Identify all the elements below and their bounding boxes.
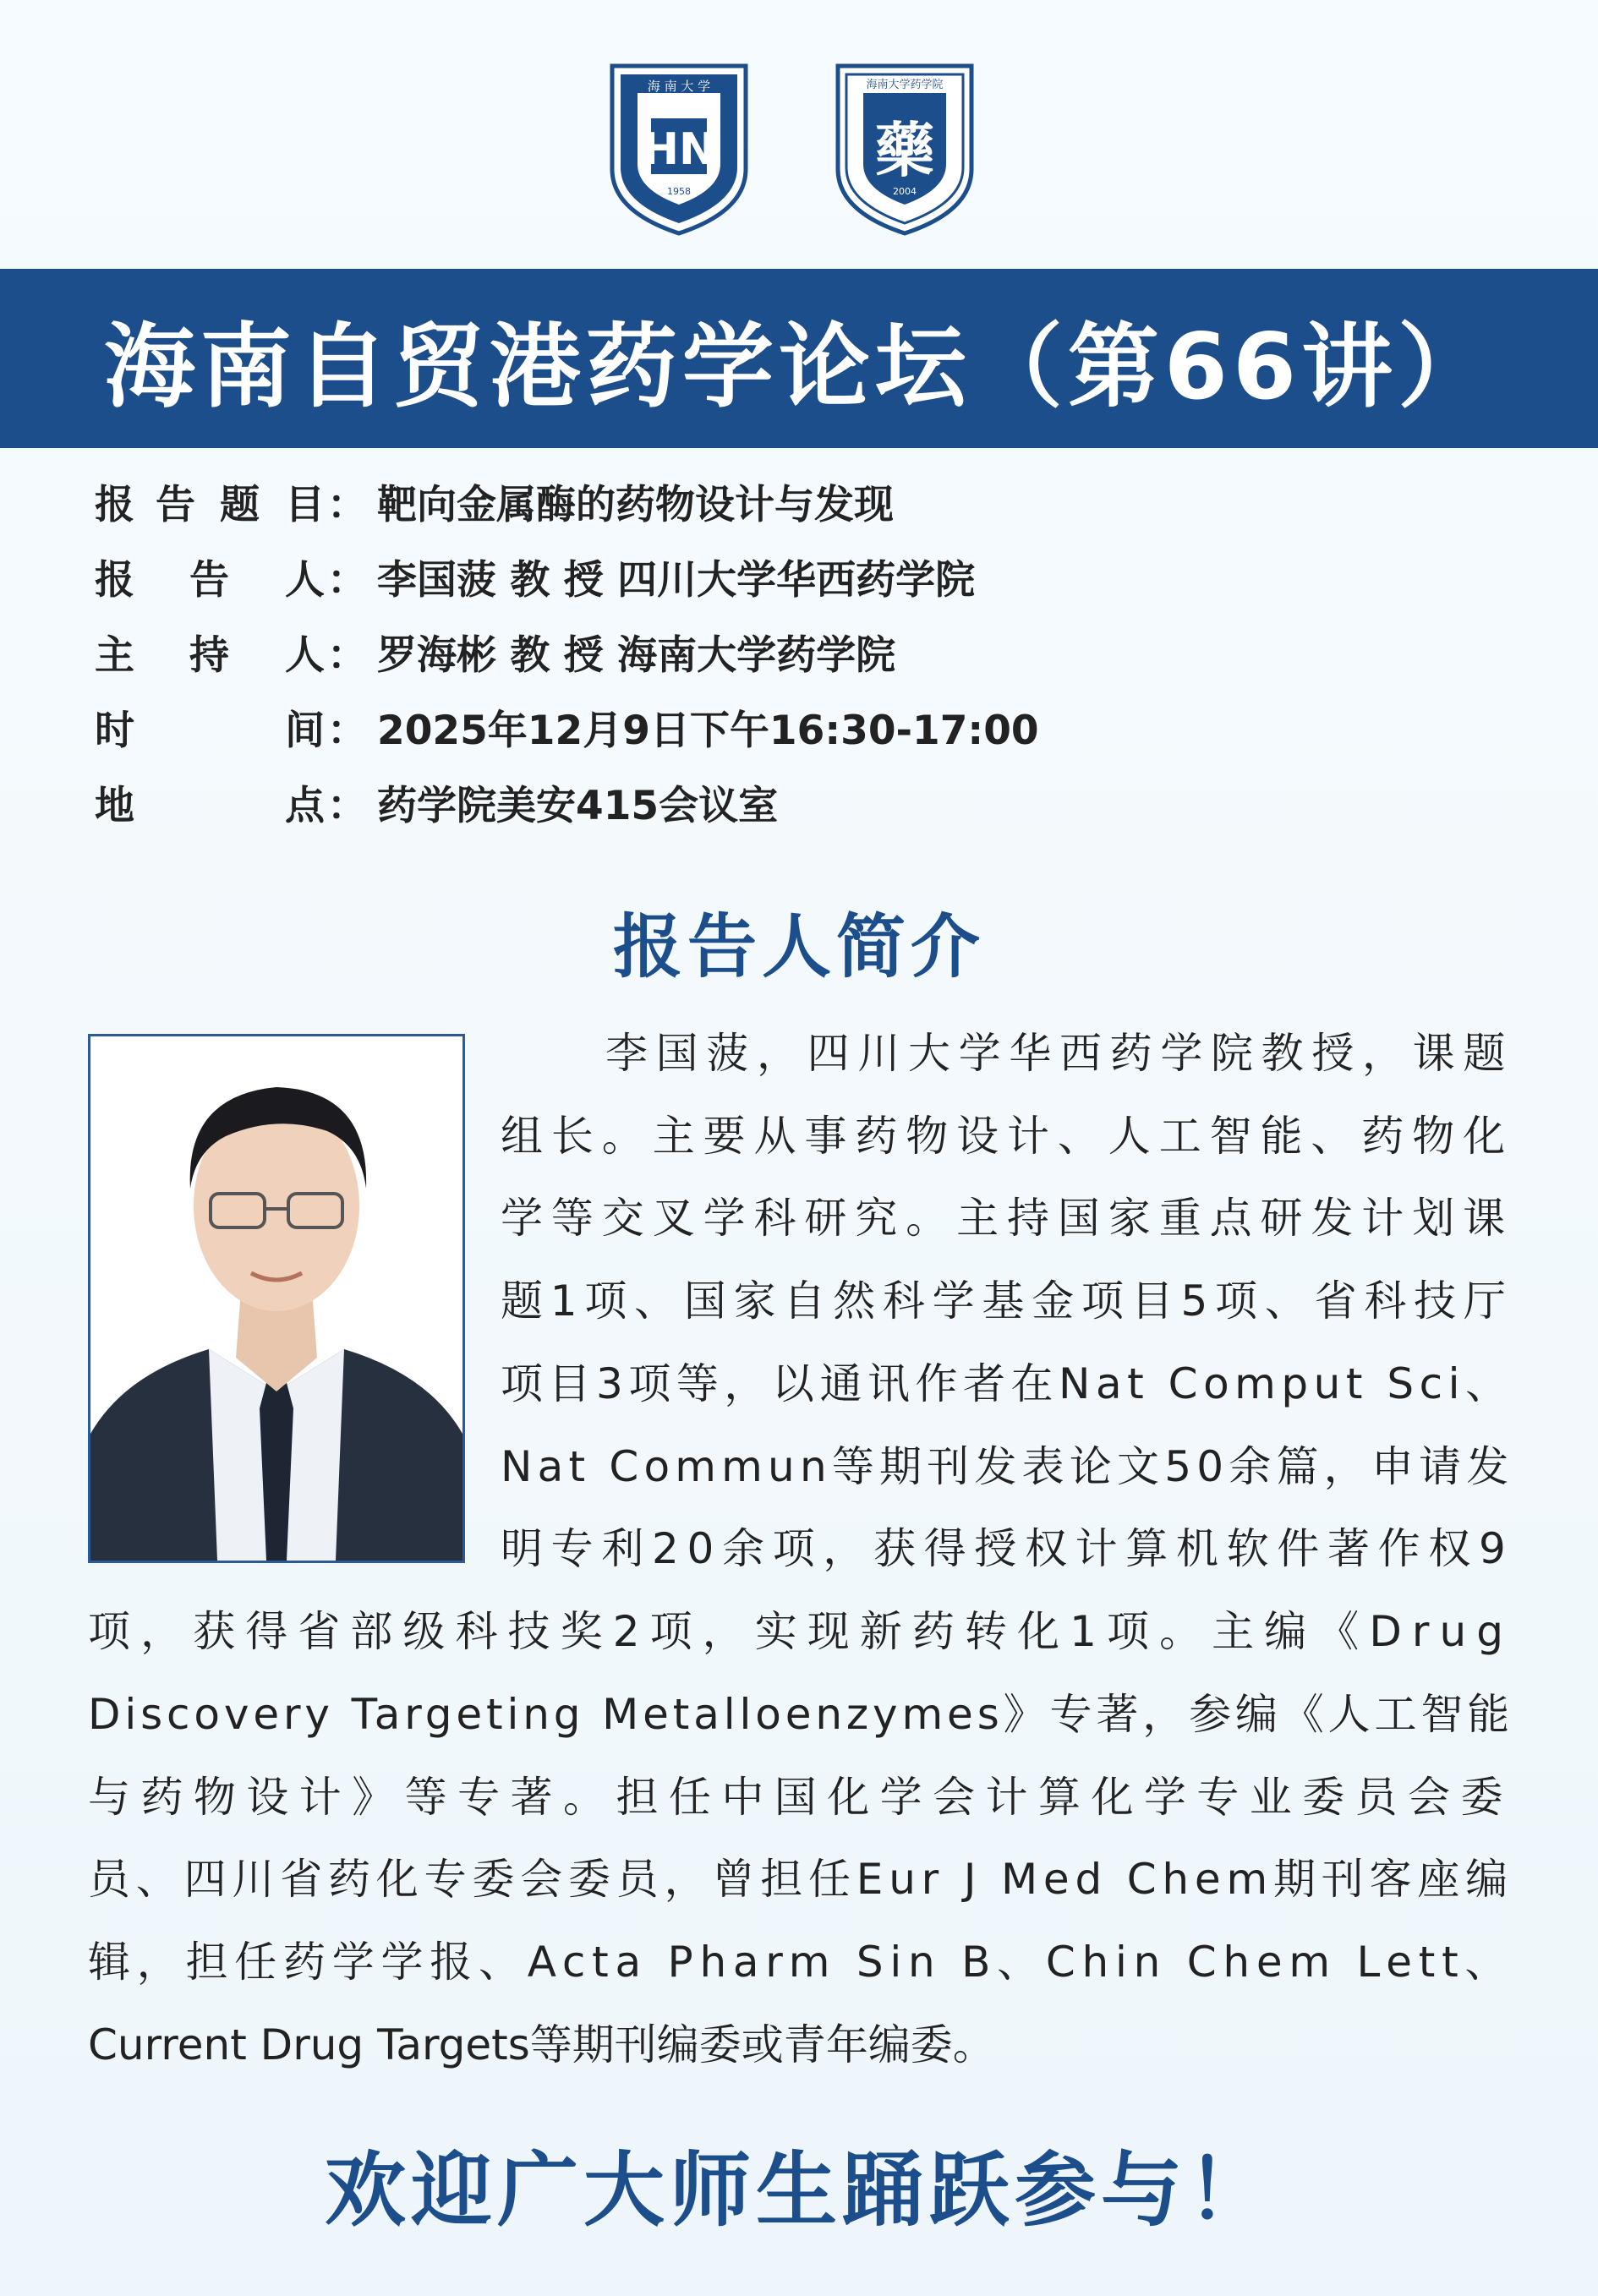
info-value: 药学院美安415会议室 — [377, 783, 779, 829]
page-title: 海南自贸港药学论坛（第66讲） — [103, 314, 1495, 420]
logo-monogram: HN — [642, 124, 716, 175]
bio-line: 项目3项等，以通讯作者在Nat Comput Sci、 — [501, 1359, 1513, 1408]
pharmacy-school-logo — [833, 59, 977, 237]
bio-line: Current Drug Targets等期刊编委或青年编委。 — [88, 2020, 995, 2069]
bio-line: 李国菠，四川大学华西药学院教授，课题 — [605, 1029, 1513, 1078]
bio-line: Discovery Targeting Metalloenzymes》专著，参编《人工智能 — [88, 1690, 1514, 1739]
bio-line: 题1项、国家自然科学基金项目5项、省科技厅 — [501, 1276, 1513, 1326]
info-row-topic: 报 告 题 目 ： 靶向金属酶的药物设计与发现 — [95, 473, 1532, 549]
info-row-location: 地 点 ： 药学院美安415会议室 — [95, 774, 1532, 850]
bio-line: 与药物设计》等专著。担任中国化学会计算化学专业委员会委 — [88, 1773, 1513, 1822]
title-banner — [0, 269, 1598, 448]
logos-row — [0, 59, 1598, 237]
bio-line: 明专利20余项，获得授权计算机软件著作权9 — [501, 1524, 1514, 1573]
bio-line: 员、四川省药化专委会委员，曾担任Eur J Med Chem期刊客座编 — [88, 1855, 1513, 1904]
bio-heading: 报告人简介 — [612, 907, 985, 987]
bio-line: 组长。主要从事药物设计、人工智能、药物化 — [501, 1112, 1513, 1161]
welcome-message: 欢迎广大师生踊跃参与！ — [325, 2143, 1273, 2238]
info-value: 靶向金属酶的药物设计与发现 — [377, 482, 894, 528]
info-row-time: 时 间 ： 2025年12月9日下午16:30-17:00 — [95, 699, 1532, 774]
hainan-university-emblem — [607, 59, 751, 237]
logo-year: 2004 — [893, 186, 917, 197]
logo-monogram: 藥 — [875, 116, 934, 185]
speaker-portrait-image — [90, 1036, 462, 1561]
info-value: 李国菠 教 授 四川大学华西药学院 — [377, 557, 976, 604]
bio-line: 学等交叉学科研究。主持国家重点研发计划课 — [501, 1194, 1513, 1243]
speaker-photo — [88, 1034, 465, 1563]
info-value: 2025年12月9日下午16:30-17:00 — [377, 708, 1039, 754]
logo-ring-text: 海 南 大 学 — [647, 79, 711, 94]
info-row-host: 主 持 人 ： 罗海彬 教 授 海南大学药学院 — [95, 624, 1532, 699]
info-value: 罗海彬 教 授 海南大学药学院 — [377, 632, 896, 679]
event-info — [95, 473, 1532, 850]
logo-ring-text: 海南大学药学院 — [866, 79, 944, 91]
bio-line: Nat Commun等期刊发表论文50余篇，申请发 — [501, 1442, 1514, 1491]
bio-line: 项，获得省部级科技奖2项，实现新药转化1项。主编《Drug — [88, 1607, 1514, 1656]
logo-year: 1958 — [667, 186, 691, 197]
hainan-university-logo — [607, 59, 751, 237]
pharmacy-school-emblem — [833, 59, 977, 237]
info-row-speaker: 报 告 人 ： 李国菠 教 授 四川大学华西药学院 — [95, 549, 1532, 624]
bio-line: 辑，担任药学学报、Acta Pharm Sin B、Chin Chem Lett、 — [88, 1938, 1514, 1987]
